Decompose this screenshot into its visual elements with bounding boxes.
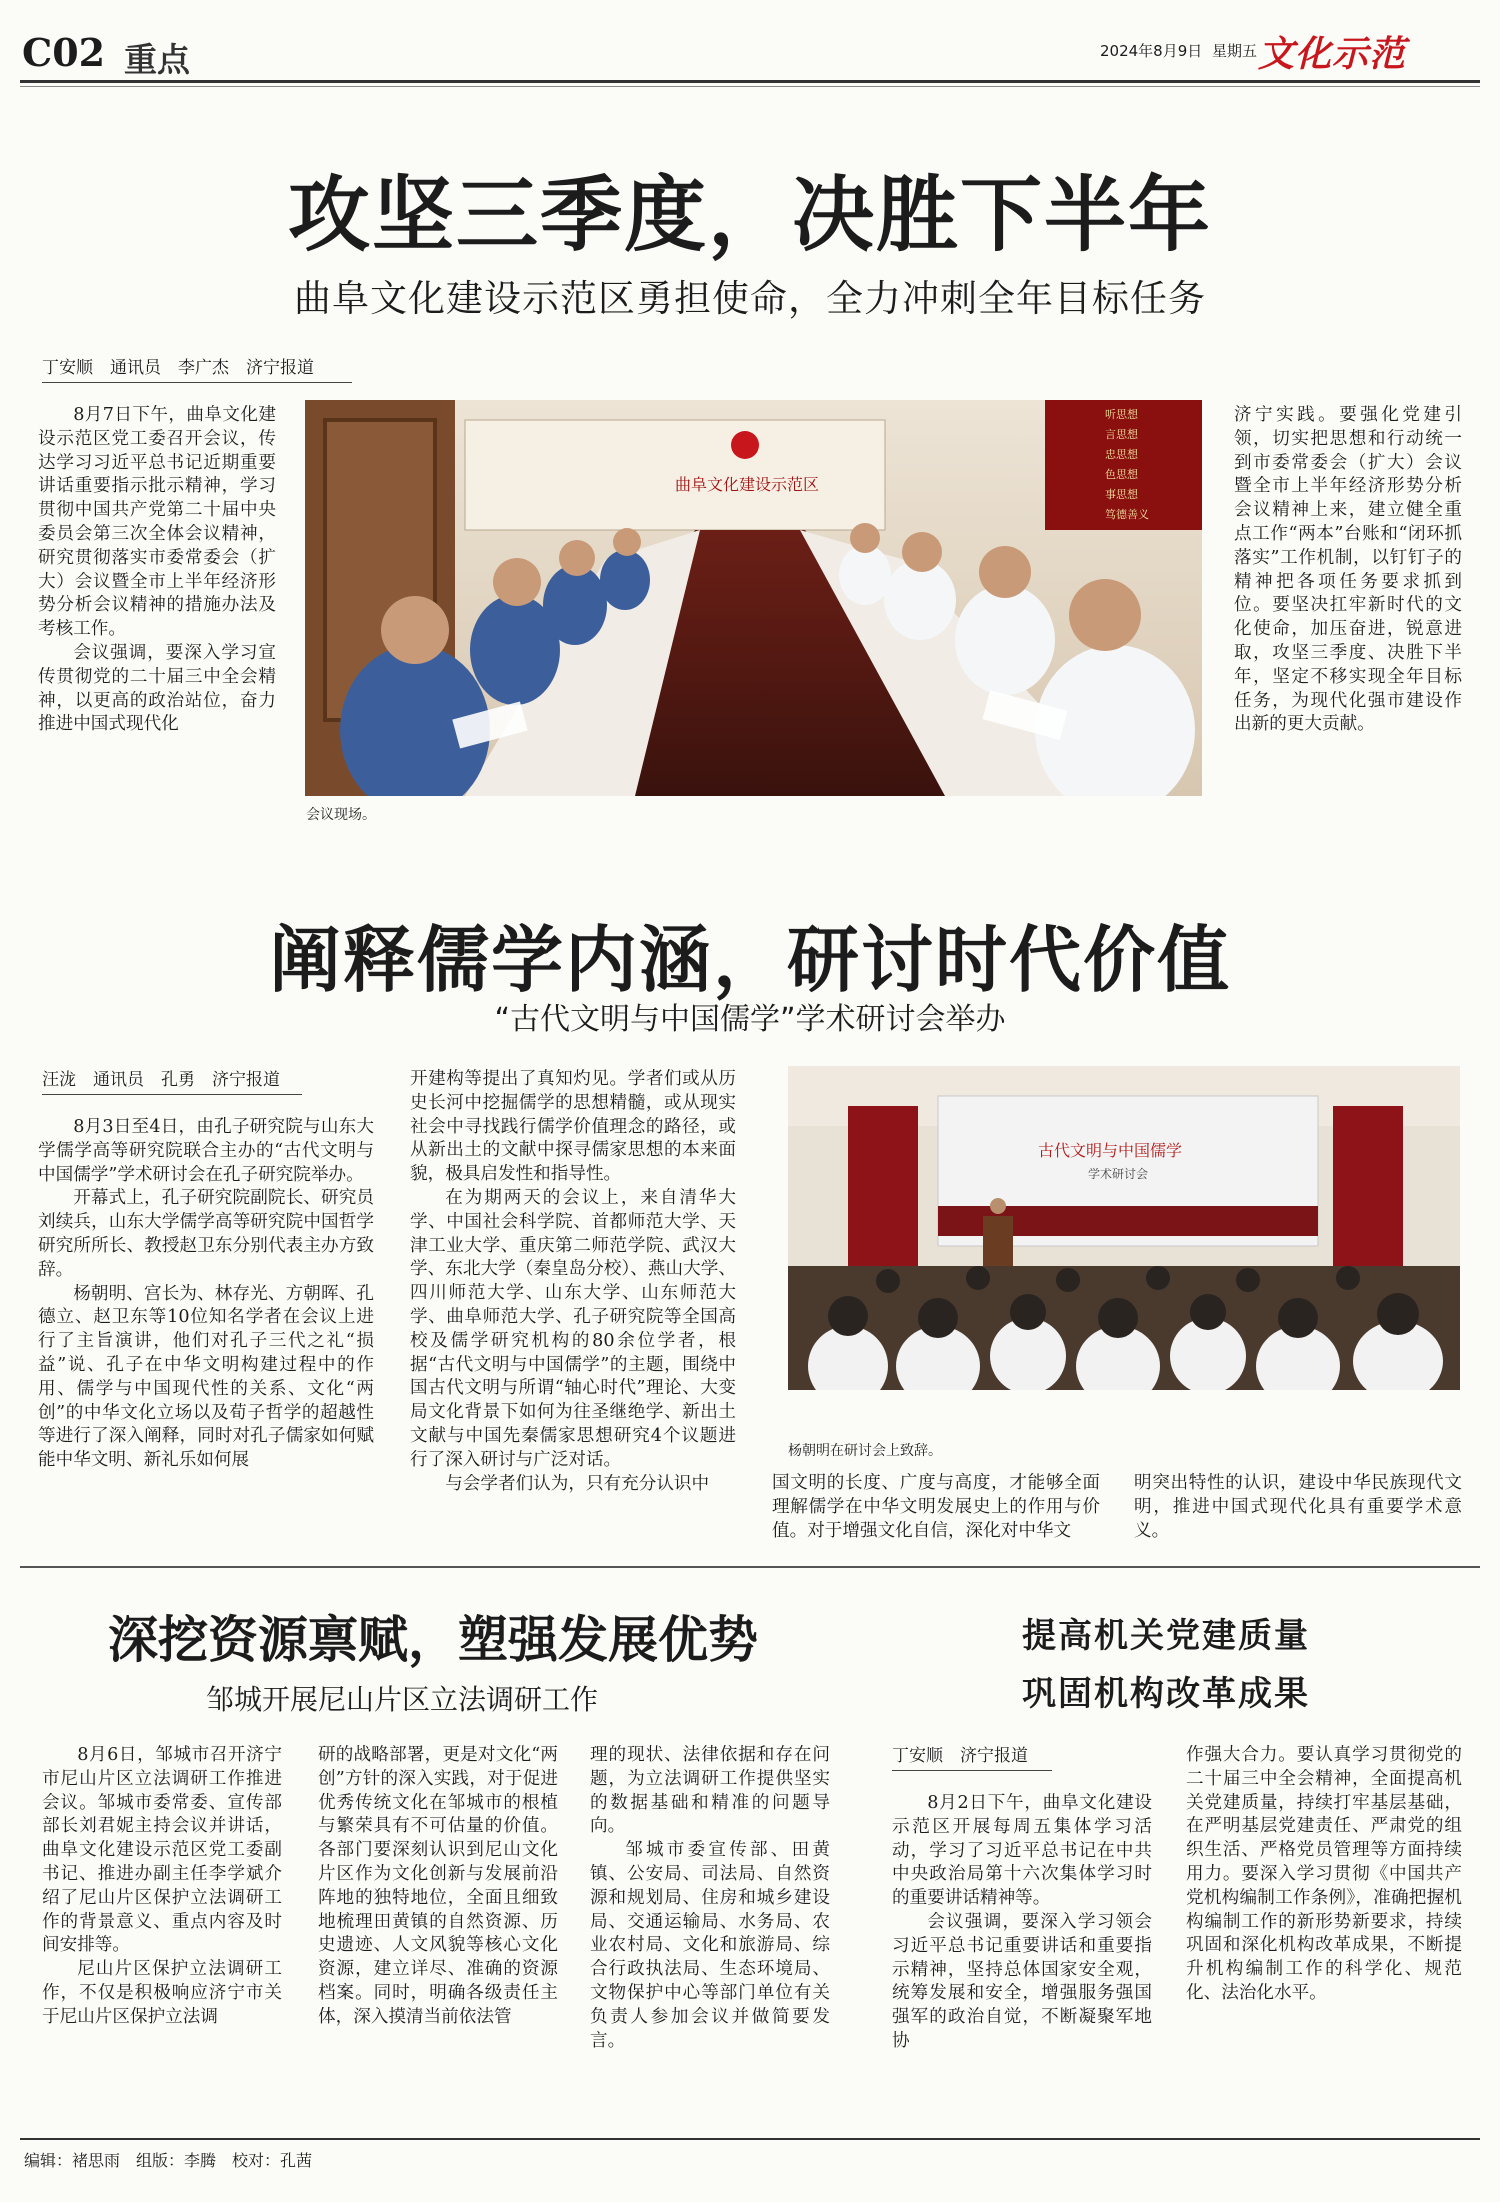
section-name: 重点 bbox=[124, 40, 190, 79]
article3-col2: 研的战略部署，更是对文化“两创”方针的深入实践，对于促进优秀传统文化在邹城市的根植与繁荣具有不可估量的价值。各部门要深刻认识到尼山文化片区作为文化创新与发展前沿阵地的独特地位，全面且细致地梳理田黄镇的自然资源、历史遗迹、人文风貌等核心文化资源，建立详尽、准确的资源档案。同时，明确各级责任主体，深入摸清当前依法管 bbox=[318, 1745, 558, 2027]
screen-subtitle: 学术研讨会 bbox=[1088, 1167, 1149, 1181]
seminar-photo bbox=[788, 1066, 1460, 1390]
svg-text:笃德善义: 笃德善义 bbox=[1105, 508, 1149, 521]
article2-col4: 明突出特性的认识，建设中华民族现代文明，推进中国式现代化具有重要学术意义。 bbox=[1134, 1473, 1462, 1541]
article2-photo-caption: 杨朝明在研讨会上致辞。 bbox=[788, 1443, 942, 1459]
svg-text:忠思想: 忠思想 bbox=[1105, 448, 1138, 461]
article2-title: 阐释儒学内涵，研讨时代价值 bbox=[268, 917, 1231, 1002]
issue-date: 2024年8月9日 bbox=[1100, 42, 1203, 60]
svg-text:事思想: 事思想 bbox=[1105, 488, 1138, 501]
article4-byline: 丁安顺 济宁报道 bbox=[892, 1744, 1052, 1771]
header-rule bbox=[20, 80, 1480, 83]
screen-title: 古代文明与中国儒学 bbox=[1038, 1141, 1183, 1160]
section-divider bbox=[20, 1566, 1480, 1568]
brand-logo: 文化示范 bbox=[1258, 34, 1407, 75]
article2-subtitle: “古代文明与中国儒学”学术研讨会举办 bbox=[494, 1002, 1006, 1037]
article2-col2: 开建构等提出了真知灼见。学者们或从历史长河中挖掘儒学的思想精髓，或从现实社会中寻找践行儒学价值理念的路径，或从新出土的文献中探寻儒家思想的本来面貌，极具启发性和指导性。 在为期两天的会议上，来自清华大学、中国社会科学院、首都师范大学、天津工业大学、重庆第二师范学院、武汉大学、东北大学（秦皇岛分校）、燕山大学、四川师范大学、山东大学、山东师范大学、曲阜师范大学、孔子研究院等全国高校及儒学研究机构的80余位学者，根据“古代文明与中国儒学”的主题，围绕中国古代文明与所谓“轴心时代”理论、大变局文化背景下如何为往圣继绝学、新出土文献与中国先秦儒家思想研究4个议题进行了深入研讨与广泛对话。 与会学者们认为，只有充分认识中 bbox=[410, 1069, 736, 1494]
article1-col1: 8月7日下午，曲阜文化建设示范区党工委召开会议，传达学习习近平总书记近期重要讲话重要指示批示精神，学习贯彻中国共产党第二十届中央委员会第三次全体会议精神，研究贯彻落实市委常委会（扩大）会议暨全市上半年经济形势分析会议精神的措施办法及考核工作。 会议强调，要深入学习宣传贯彻党的二十届三中全会精神，以更高的政治站位，奋力推进中国式现代化 bbox=[38, 405, 276, 735]
article2-byline: 汪泷 通讯员 孔勇 济宁报道 bbox=[42, 1068, 302, 1095]
svg-text:言思想: 言思想 bbox=[1105, 428, 1138, 441]
svg-text:听思想: 听思想 bbox=[1105, 408, 1138, 421]
article1-photo-caption: 会议现场。 bbox=[306, 807, 376, 823]
svg-text:色思想: 色思想 bbox=[1105, 468, 1138, 481]
footer-rule bbox=[20, 2138, 1480, 2140]
article4-col2: 作强大合力。要认真学习贯彻党的二十届三中全会精神，全面提高机关党建质量，持续打牢基层基础，在严明基层党建责任、严肃党的组织生活、严格党员管理等方面持续用力。要深入学习贯彻《中国共产党机构编制工作条例》，准确把握机构编制工作的新形势新要求，持续巩固和深化机构改革成果，不断提升机构编制工作的科学化、规范化、法治化水平。 bbox=[1186, 1745, 1462, 2003]
article2-col3: 国文明的长度、广度与高度，才能够全面理解儒学在中华文明发展史上的作用与价值。对于增强文化自信，深化对中华文 bbox=[772, 1473, 1100, 1541]
article1-col2: 济宁实践。要强化党建引领，切实把思想和行动统一到市委常委会（扩大）会议暨全市上半年经济形势分析会议精神上来，建立健全重点工作“两本”台账和“闭环抓落实”工作机制，以钉钉子的精神把各项任务要求抓到位。要坚决扛牢新时代的文化使命，加压奋进，锐意进取，攻坚三季度、决胜下半年，坚定不移实现全年目标任务，为现代化强市建设作出新的更大贡献。 bbox=[1234, 405, 1462, 735]
issue-weekday: 星期五 bbox=[1212, 42, 1258, 60]
header-rule-thin bbox=[20, 86, 1480, 87]
article4-title-line2: 巩固机构改革成果 bbox=[1022, 1674, 1310, 1714]
article3-col3: 理的现状、法律依据和存在问题，为立法调研工作提供坚实的数据基础和精准的问题导向。 邹城市委宣传部、田黄镇、公安局、司法局、自然资源和规划局、住房和城乡建设局、交通运输局、水务局、农业农村局、文化和旅游局、综合行政执法局、生态环境局、文物保护中心等部门单位有关负责人参加会议并做简要发言。 bbox=[590, 1745, 830, 2051]
article3-col1: 8月6日，邹城市召开济宁市尼山片区立法调研工作推进会议。邹城市委常委、宣传部部长刘君妮主持会议并讲话，曲阜文化建设示范区党工委副书记、推进办副主任李学斌介绍了尼山片区保护立法调研工作的背景意义、重点内容及时间安排等。 尼山片区保护立法调研工作，不仅是积极响应济宁市关于尼山片区保护立法调 bbox=[42, 1745, 282, 2027]
article3-title: 深挖资源禀赋，塑强发展优势 bbox=[108, 1610, 758, 1669]
footer-credits: 编辑：褚思雨 组版：李腾 校对：孔茜 bbox=[24, 2151, 313, 2170]
meeting-photo bbox=[305, 400, 1202, 796]
article4-title-line1: 提高机关党建质量 bbox=[1022, 1616, 1310, 1656]
article1-byline: 丁安顺 通讯员 李广杰 济宁报道 bbox=[42, 356, 352, 383]
article3-subtitle: 邹城开展尼山片区立法调研工作 bbox=[206, 1683, 599, 1716]
page-number: C02 bbox=[22, 30, 106, 75]
article4-col1: 8月2日下午，曲阜文化建设示范区开展每周五集体学习活动，学习了习近平总书记在中共中央政治局第十六次集体学习时的重要讲话精神等。 会议强调，要深入学习领会习近平总书记重要讲话和重要指示精神，坚持总体国家安全观，统筹发展和安全，增强服务强国强军的政治自觉，不断凝聚军地协 bbox=[892, 1793, 1152, 2051]
article2-col1: 8月3日至4日，由孔子研究院与山东大学儒学高等研究院联合主办的“古代文明与中国儒学”学术研讨会在孔子研究院举办。 开幕式上，孔子研究院副院长、研究员刘续兵，山东大学儒学高等研究院中国哲学研究所所长、教授赵卫东分别代表主办方致辞。 杨朝明、宫长为、林存光、方朝晖、孔德立、赵卫东等10位知名学者在会议上进行了主旨演讲，他们对孔子三代之礼“损益”说、孔子在中华文明构建过程中的作用、儒学与中国现代性的关系、文化“两创”的中华文化立场以及荀子哲学的超越性等进行了深入阐释，同时对孔子儒家如何赋能中华文明、新礼乐如何展 bbox=[38, 1117, 374, 1471]
photo-sign-text: 曲阜文化建设示范区 bbox=[675, 475, 820, 494]
article1-subtitle: 曲阜文化建设示范区勇担使命，全力冲刺全年目标任务 bbox=[294, 277, 1206, 320]
article1-title: 攻坚三季度，决胜下半年 bbox=[287, 167, 1212, 263]
